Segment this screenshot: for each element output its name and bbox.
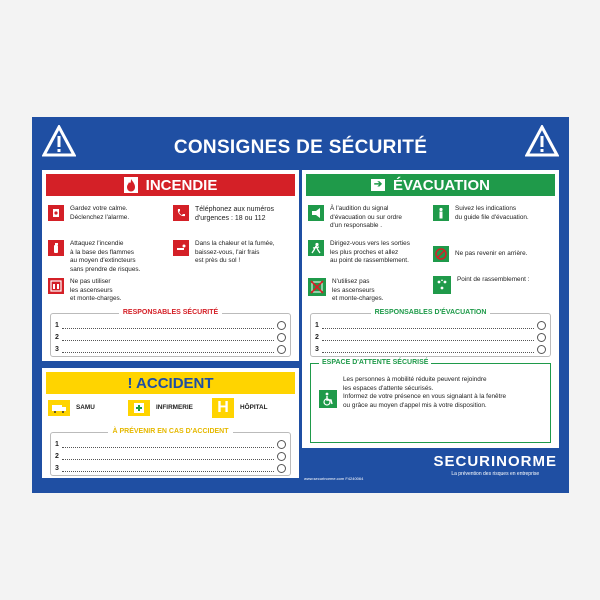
- flame-icon: [124, 177, 138, 193]
- name-line[interactable]: 1: [55, 320, 286, 330]
- name-line[interactable]: 3: [315, 344, 546, 354]
- brand-name: SECURINORME: [433, 453, 557, 470]
- hospital-icon: H: [212, 398, 234, 418]
- phone-icon: [537, 333, 546, 342]
- phone-icon: [277, 345, 286, 354]
- alarm-icon: [48, 205, 64, 221]
- name-line[interactable]: 2: [55, 332, 286, 342]
- a-prevenir-title: À PRÉVENIR EN CAS D'ACCIDENT: [108, 428, 232, 435]
- evacuation-header: [306, 174, 555, 196]
- incendie-title: INCENDIE: [145, 176, 218, 194]
- incendie-item: Dans la chaleur et la fumée, baissez-vous, l'air frais est près du sol !: [173, 240, 297, 266]
- accident-panel: [42, 368, 299, 478]
- name-line[interactable]: 3: [55, 344, 286, 354]
- evacuation-item: À l'audition du signal d'évacuation ou sur ordre d'un responsable .: [308, 205, 430, 231]
- assembly-icon: [433, 276, 451, 294]
- brand-logo: [433, 453, 557, 477]
- exit-icon: [308, 240, 324, 256]
- incendie-item: Gardez votre calme. Déclenchez l'alarme.: [48, 205, 168, 222]
- phone-icon: [277, 440, 286, 449]
- phone-icon: [277, 464, 286, 473]
- accident-header: [46, 372, 295, 394]
- responsables-securite: [50, 309, 291, 357]
- arrow-right-icon: ➔: [371, 179, 385, 191]
- evacuation-panel: [302, 170, 559, 448]
- name-line[interactable]: 1: [55, 439, 286, 449]
- evacuation-item: Suivez les indications du guide file d'évacuation.: [433, 205, 557, 222]
- evacuation-item: N'utilisez pas les ascenseurs et monte-charges.: [308, 278, 430, 304]
- incendie-item: Téléphonez aux numéros d'urgences : 18 ou 112: [173, 205, 297, 223]
- ambulance-icon: [48, 400, 70, 416]
- accident-service: INFIRMERIE: [128, 400, 193, 416]
- phone-icon: [537, 321, 546, 330]
- reference-text: www.securinorme.com F4240064: [304, 476, 364, 481]
- safety-sign: [32, 117, 569, 493]
- espace-attente-text: Les personnes à mobilité réduite peuvent rejoindre les espaces d'attente sécurisés. Informez de votre présence en vous signalant à la fenêtre ou grâce au moyen d'appel mis à votre disposition.: [343, 376, 507, 409]
- horn-icon: [308, 205, 324, 221]
- phone-icon: [173, 205, 189, 221]
- espace-attente-title: ESPACE D'ATTENTE SÉCURISÉ: [319, 359, 431, 366]
- accident-title: ! ACCIDENT: [127, 374, 214, 392]
- incendie-header: [46, 174, 295, 196]
- elevator-icon: [48, 278, 64, 294]
- responsables-evacuation-title: RESPONSABLES D'ÉVACUATION: [371, 309, 491, 316]
- no-elevator-icon: [308, 278, 326, 296]
- name-line[interactable]: 2: [315, 332, 546, 342]
- name-line[interactable]: 2: [55, 451, 286, 461]
- incendie-item: Ne pas utiliser les ascenseurs et monte-charges.: [48, 278, 172, 304]
- extinguisher-icon: [48, 240, 64, 256]
- evacuation-item: Point de rassemblement :: [433, 276, 557, 294]
- incendie-panel: [42, 170, 299, 361]
- responsables-evacuation: [310, 309, 551, 357]
- guide-icon: [433, 205, 449, 221]
- accident-service: SAMU: [48, 400, 95, 416]
- a-prevenir: [50, 428, 291, 476]
- name-line[interactable]: 3: [55, 463, 286, 473]
- phone-icon: [277, 321, 286, 330]
- evacuation-item: Dirigez-vous vers les sorties les plus proches et allez au point de rassemblement.: [308, 240, 430, 266]
- evacuation-title: ÉVACUATION: [393, 176, 490, 194]
- no-return-icon: [433, 246, 449, 262]
- responsables-securite-title: RESPONSABLES SÉCURITÉ: [119, 309, 222, 316]
- crawl-icon: [173, 240, 189, 256]
- name-line[interactable]: 1: [315, 320, 546, 330]
- wheelchair-icon: [319, 390, 337, 408]
- first-aid-icon: [128, 400, 150, 416]
- espace-attente: [310, 359, 551, 443]
- evacuation-item: Ne pas revenir en arrière.: [433, 246, 557, 262]
- phone-icon: [277, 452, 286, 461]
- incendie-item: Attaquez l'incendie à la base des flammes au moyen d'extincteurs sans prendre de risques.: [48, 240, 172, 274]
- phone-icon: [277, 333, 286, 342]
- brand-tagline: La prévention des risques en entreprise: [451, 471, 540, 477]
- phone-icon: [537, 345, 546, 354]
- sign-title: CONSIGNES DE SÉCURITÉ: [173, 137, 428, 158]
- accident-service: H HÔPITAL: [212, 398, 268, 418]
